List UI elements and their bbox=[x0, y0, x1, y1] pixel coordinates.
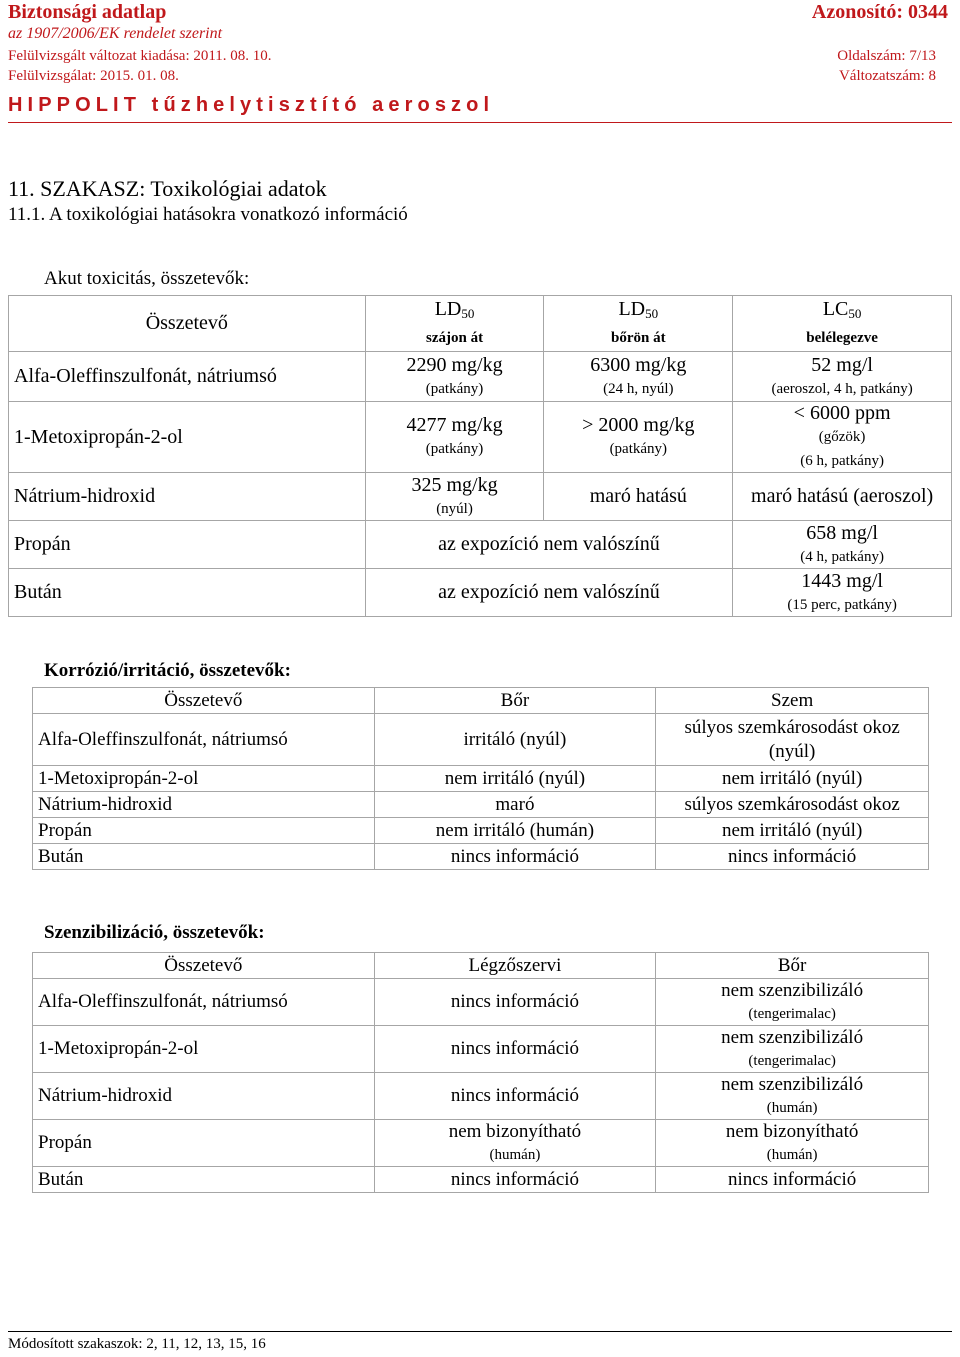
table-row bbox=[33, 1026, 929, 1073]
header-skin: Bőr bbox=[374, 688, 656, 714]
ld50-label: LD bbox=[434, 298, 462, 320]
dermal-value: > 2000 mg/kg bbox=[582, 414, 695, 436]
eye-value: nincs információ bbox=[656, 844, 929, 870]
respiratory-note: (humán) bbox=[489, 1146, 541, 1163]
route-inhal: belélegezve bbox=[806, 330, 878, 346]
skin-value: irritáló (nyúl) bbox=[374, 714, 656, 766]
oral-note: (patkány) bbox=[425, 441, 484, 457]
eye-value: nem irritáló (nyúl) bbox=[656, 818, 929, 844]
component-name: Nátrium-hidroxid bbox=[33, 792, 375, 818]
page-number: Oldalszám: 7/13 bbox=[837, 48, 936, 64]
component-name: Bután bbox=[33, 1167, 375, 1193]
oral-value: 4277 mg/kg bbox=[406, 414, 503, 436]
eye-note: (nyúl) bbox=[768, 740, 816, 762]
oral-note: (patkány) bbox=[425, 380, 484, 397]
inhal-note: (gőzök) bbox=[818, 429, 866, 445]
skin-value: nem szenzibilizáló bbox=[721, 1026, 864, 1048]
skin-value: nem bizonyítható bbox=[725, 1120, 859, 1142]
inhal-note: (4 h, patkány) bbox=[800, 548, 884, 565]
exposure-text: az expozíció nem valószínű bbox=[365, 521, 733, 569]
lc50-sub: 50 bbox=[848, 306, 862, 321]
header-skin: Bőr bbox=[656, 953, 929, 979]
eye-value: súlyos szemkárosodást okoz bbox=[656, 792, 929, 818]
respiratory-value: nincs információ bbox=[374, 979, 656, 1026]
route-dermal: bőrön át bbox=[611, 330, 666, 346]
revision-date: Felülvizsgálat: 2015. 01. 08. bbox=[8, 68, 179, 84]
skin-note: (tengerimalac) bbox=[748, 1005, 836, 1022]
inhal-value: 52 mg/l bbox=[811, 353, 873, 376]
table-header-row bbox=[33, 688, 929, 714]
skin-value: nem irritáló (nyúl) bbox=[374, 766, 656, 792]
respiratory-value: nincs információ bbox=[374, 1073, 656, 1120]
skin-value: nem szenzibilizáló bbox=[721, 1073, 864, 1095]
header-component: Összetevő bbox=[33, 953, 375, 979]
skin-note: (tengerimalac) bbox=[748, 1052, 836, 1069]
header-component: Összetevő bbox=[33, 688, 375, 714]
table-row bbox=[33, 792, 929, 818]
table-row bbox=[33, 714, 929, 766]
sensitisation-heading: Szenzibilizáció, összetevők: bbox=[44, 922, 265, 943]
skin-value: nincs információ bbox=[374, 844, 656, 870]
corrosion-heading: Korrózió/irritáció, összetevők: bbox=[44, 660, 291, 681]
respiratory-value: nincs információ bbox=[374, 1026, 656, 1073]
header-component bbox=[9, 296, 366, 352]
component-name: Nátrium-hidroxid bbox=[9, 473, 366, 521]
table-row bbox=[9, 473, 952, 521]
component-name: Bután bbox=[33, 844, 375, 870]
eye-value: súlyos szemkárosodást okoz bbox=[684, 716, 900, 738]
footer-divider bbox=[8, 1331, 952, 1332]
sensitisation-table bbox=[32, 952, 929, 1193]
component-name: 1-Metoxipropán-2-ol bbox=[33, 1026, 375, 1073]
table-row bbox=[9, 569, 952, 617]
inhal-note: (aeroszol, 4 h, patkány) bbox=[771, 380, 913, 397]
table-header-row bbox=[33, 953, 929, 979]
product-name: HIPPOLIT tűzhelytisztító aeroszol bbox=[8, 94, 495, 116]
component-name: Bután bbox=[9, 569, 366, 617]
table-row bbox=[33, 1167, 929, 1193]
section-subtitle: 11.1. A toxikológiai hatásokra vonatkozó információ bbox=[8, 204, 408, 225]
acute-heading: Akut toxicitás, összetevők: bbox=[44, 268, 250, 289]
inhal-value: 658 mg/l bbox=[806, 521, 878, 544]
version-number: Változatszám: 8 bbox=[838, 68, 936, 84]
table-row bbox=[33, 1120, 929, 1167]
ld50-sub: 50 bbox=[461, 306, 475, 321]
table-row bbox=[33, 818, 929, 844]
eye-value: nem irritáló (nyúl) bbox=[656, 766, 929, 792]
component-name: Alfa-Oleffinszulfonát, nátriumsó bbox=[9, 352, 366, 402]
oral-note: (nyúl) bbox=[436, 500, 473, 517]
ld50-sub: 50 bbox=[645, 306, 659, 321]
revision-issue: Felülvizsgált változat kiadása: 2011. 08. 10. bbox=[8, 48, 272, 64]
skin-value: nem szenzibilizáló bbox=[721, 979, 864, 1001]
component-name: Propán bbox=[33, 1120, 375, 1167]
component-name: 1-Metoxipropán-2-ol bbox=[33, 766, 375, 792]
header-eye: Szem bbox=[656, 688, 929, 714]
table-row bbox=[33, 766, 929, 792]
skin-value: nem irritáló (humán) bbox=[374, 818, 656, 844]
header-dermal bbox=[544, 296, 733, 352]
section-title: 11. SZAKASZ: Toxikológiai adatok bbox=[8, 176, 327, 201]
component-name: Alfa-Oleffinszulfonát, nátriumsó bbox=[33, 979, 375, 1026]
exposure-text: az expozíció nem valószínű bbox=[365, 569, 733, 617]
header-component-text: Összetevő bbox=[145, 312, 228, 334]
component-name: Nátrium-hidroxid bbox=[33, 1073, 375, 1120]
inhal-note: (15 perc, patkány) bbox=[787, 596, 897, 613]
identifier: Azonosító: 0344 bbox=[811, 1, 948, 23]
table-row bbox=[33, 1073, 929, 1120]
inhal-value: maró hatású (aeroszol) bbox=[733, 473, 952, 521]
document-title: Biztonsági adatlap bbox=[8, 1, 167, 23]
oral-value: 325 mg/kg bbox=[411, 473, 498, 496]
route-oral: szájon át bbox=[425, 330, 484, 346]
component-name: 1-Metoxipropán-2-ol bbox=[9, 402, 366, 473]
component-name: Propán bbox=[9, 521, 366, 569]
corrosion-table bbox=[32, 687, 929, 870]
skin-value: nincs információ bbox=[656, 1167, 929, 1193]
table-row bbox=[9, 402, 952, 473]
skin-value: maró bbox=[374, 792, 656, 818]
header-oral bbox=[365, 296, 544, 352]
component-name: Propán bbox=[33, 818, 375, 844]
dermal-note: (24 h, nyúl) bbox=[603, 380, 674, 397]
table-header-row bbox=[9, 296, 952, 352]
lc50-label: LC bbox=[822, 298, 849, 320]
footer-modified: Módosított szakaszok: 2, 11, 12, 13, 15, 16 bbox=[8, 1336, 266, 1352]
dermal-value: 6300 mg/kg bbox=[590, 353, 687, 376]
respiratory-value: nem bizonyítható bbox=[448, 1120, 582, 1142]
skin-note: (humán) bbox=[766, 1099, 818, 1116]
inhal-note: (6 h, patkány) bbox=[800, 453, 884, 469]
dermal-note: (patkány) bbox=[609, 441, 668, 457]
table-row bbox=[9, 521, 952, 569]
oral-value: 2290 mg/kg bbox=[406, 353, 503, 376]
table-row bbox=[33, 844, 929, 870]
skin-note: (humán) bbox=[766, 1146, 818, 1163]
ld50-label: LD bbox=[618, 298, 646, 320]
inhal-value: 1443 mg/l bbox=[801, 569, 883, 592]
table-row bbox=[9, 352, 952, 402]
header-inhal bbox=[733, 296, 952, 352]
component-name: Alfa-Oleffinszulfonát, nátriumsó bbox=[33, 714, 375, 766]
header-divider bbox=[8, 122, 952, 123]
table-row bbox=[33, 979, 929, 1026]
dermal-value: maró hatású bbox=[544, 473, 733, 521]
regulation-line: az 1907/2006/EK rendelet szerint bbox=[8, 25, 223, 42]
acute-toxicity-table bbox=[8, 295, 952, 617]
respiratory-value: nincs információ bbox=[374, 1167, 656, 1193]
header-respiratory: Légzőszervi bbox=[374, 953, 656, 979]
inhal-value: < 6000 ppm bbox=[793, 402, 891, 424]
